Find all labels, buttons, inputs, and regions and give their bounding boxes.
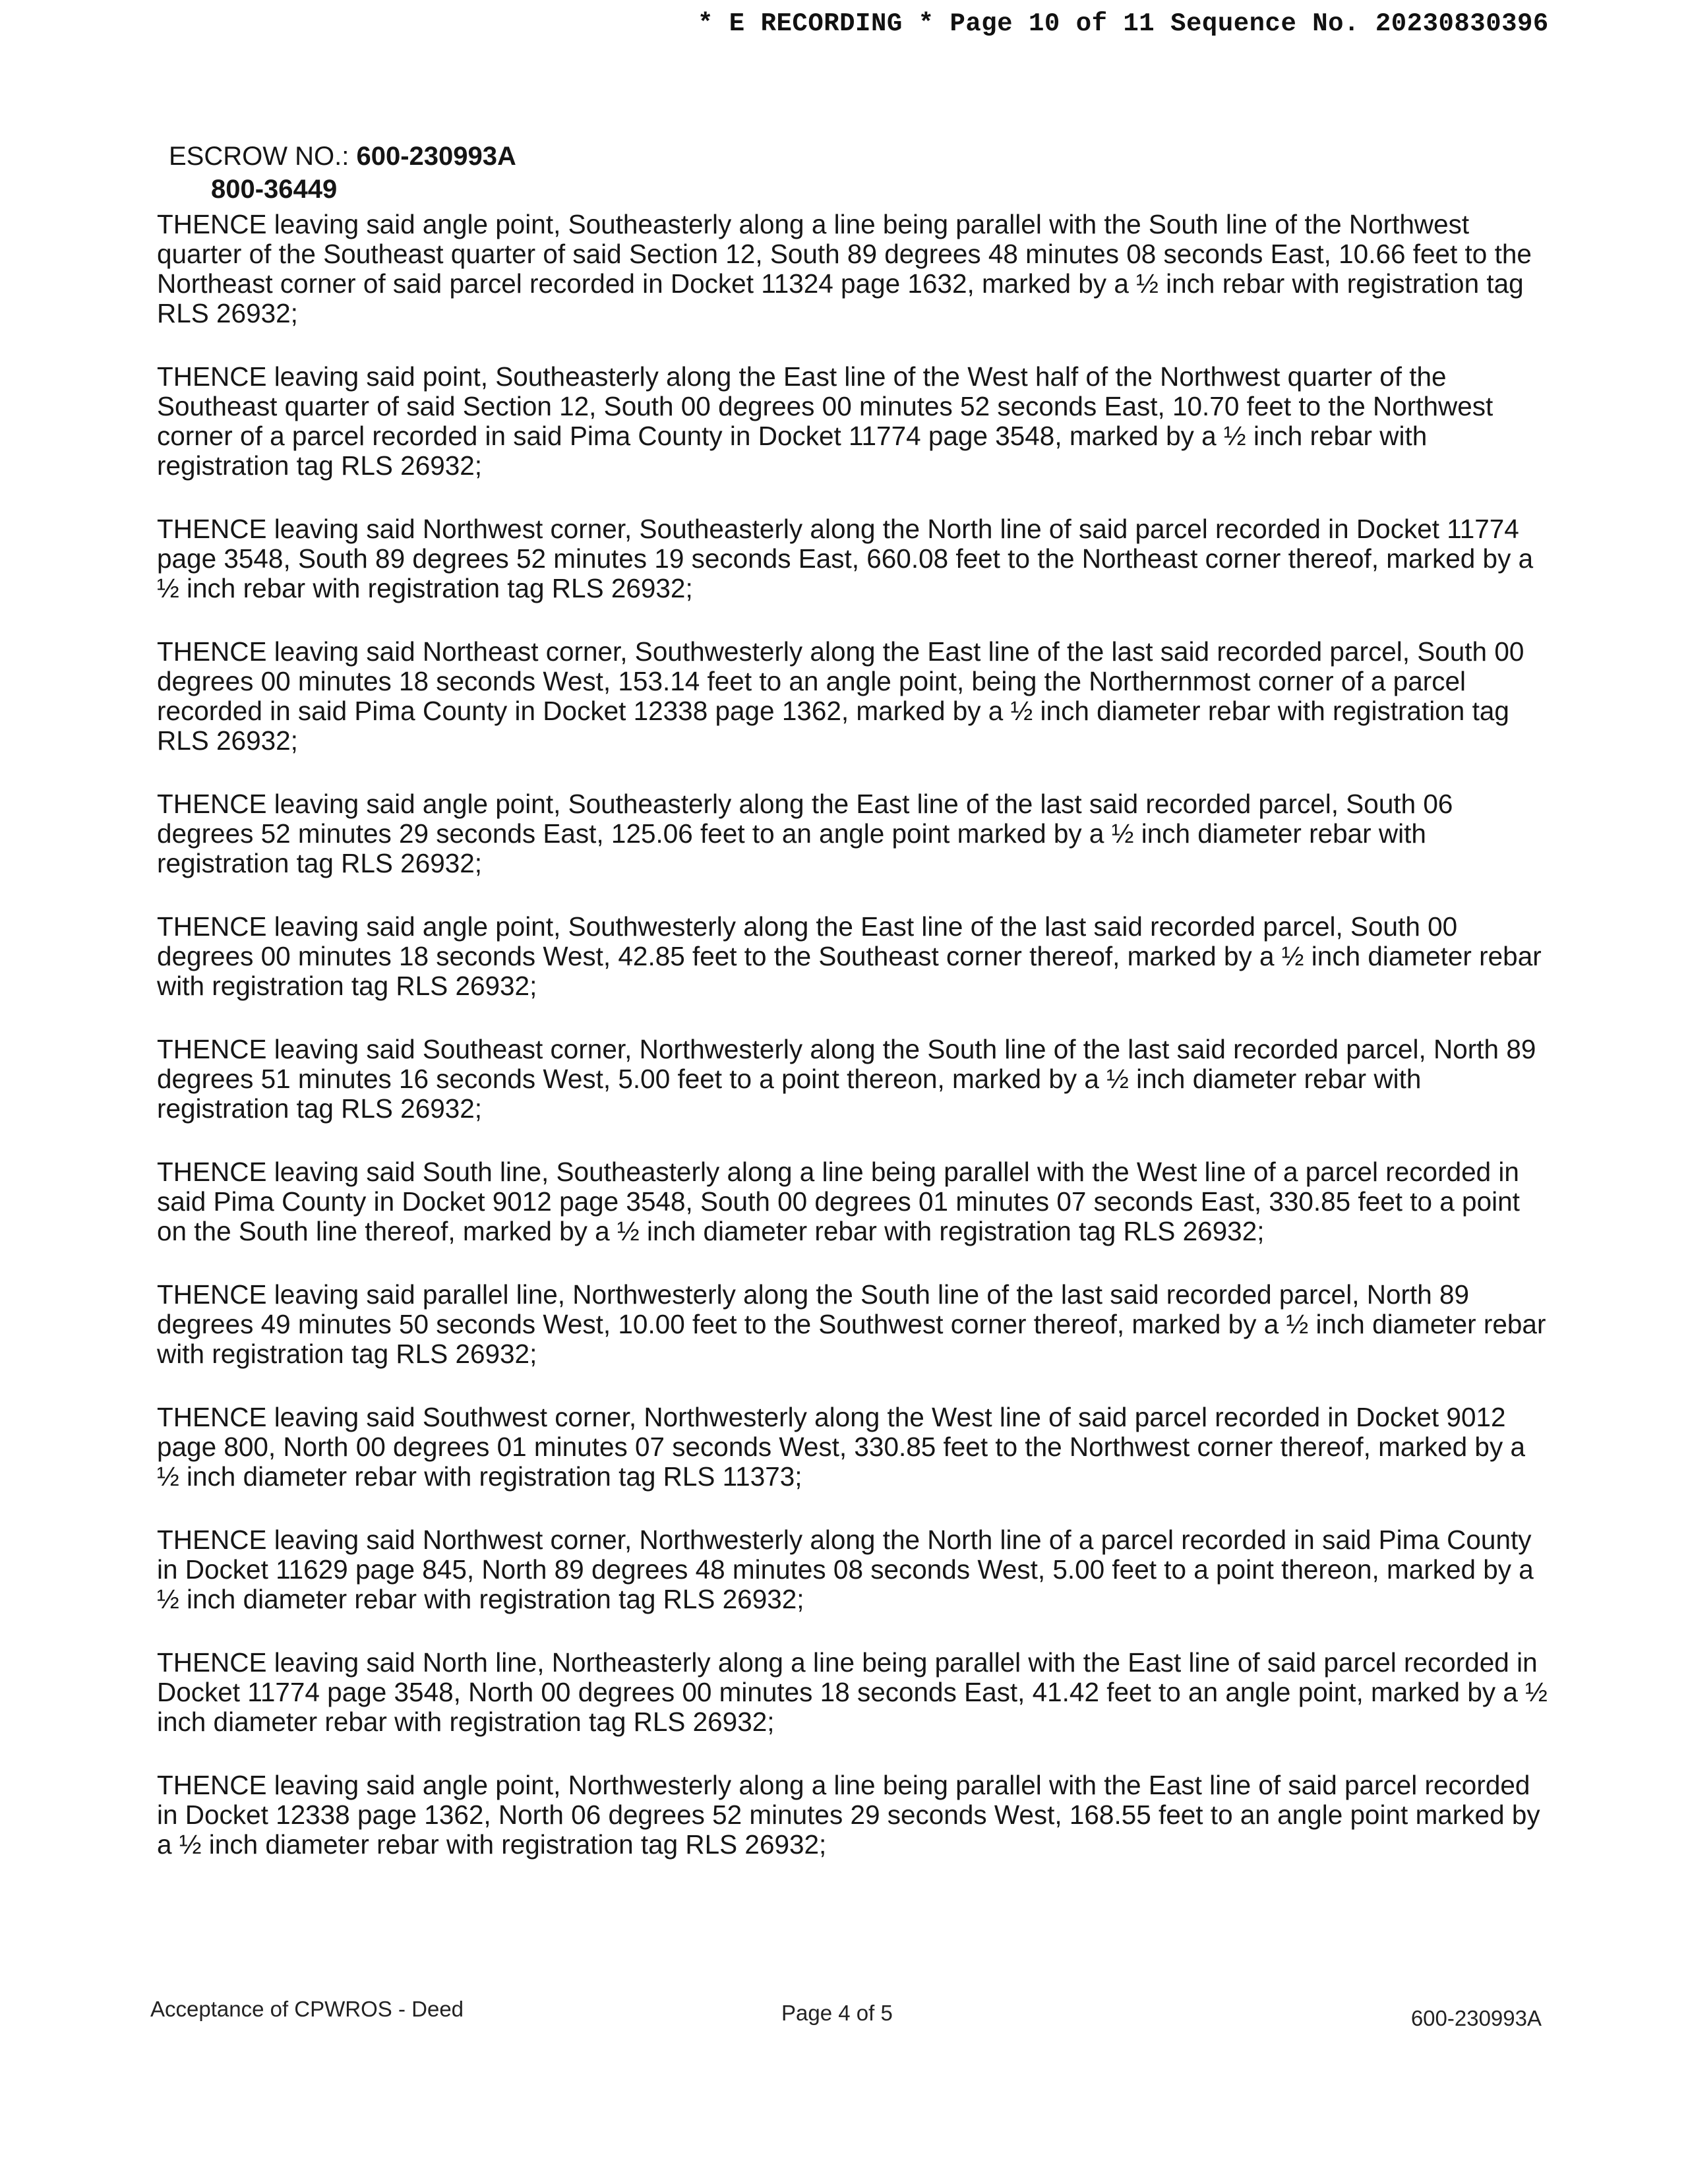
legal-paragraph: THENCE leaving said Northwest corner, Northwesterly along the North line of a parcel recorded in said Pima County in Docket 11629 page 845, North 89 degrees 48 minutes 08 seconds West, 5.00 feet to a point thereon, marked by a ½ inch diameter rebar with registration tag RLS 26932; bbox=[157, 1525, 1534, 1614]
footer-page-number: Page 4 of 5 bbox=[781, 2001, 893, 2025]
legal-paragraph: THENCE leaving said South line, Southeasterly along a line being parallel with the West line of a parcel recorded in said Pima County in Docket 9012 page 3548, South 00 degrees 01 minutes 07 seconds East, 330.85 feet to a point on the South line thereof, marked by a ½ inch diameter rebar with registration tag RLS 26932; bbox=[157, 1157, 1520, 1246]
legal-paragraph: THENCE leaving said Southeast corner, Northwesterly along the South line of the last said recorded parcel, North 89 degrees 51 minutes 16 seconds West, 5.00 feet to a point thereon, marked by a ½ inch diameter rebar with registration tag RLS 26932; bbox=[157, 1034, 1536, 1124]
legal-paragraph: THENCE leaving said angle point, Southeasterly along the East line of the last said recorded parcel, South 06 degrees 52 minutes 29 seconds East, 125.06 feet to an angle point marked by a ½ inch diameter rebar with registration tag RLS 26932; bbox=[157, 789, 1453, 878]
legal-paragraph: THENCE leaving said angle point, Southwesterly along the East line of the last said recorded parcel, South 00 degrees 00 minutes 18 seconds West, 42.85 feet to the Southeast corner thereof, marked by a ½ inch diameter rebar with registration tag RLS 26932; bbox=[157, 911, 1542, 1001]
recording-header: * E RECORDING * Page 10 of 11 Sequence No. 20230830396 bbox=[698, 9, 1549, 38]
legal-paragraph: THENCE leaving said Southwest corner, Northwesterly along the West line of said parcel recorded in Docket 9012 page 800, North 00 degrees 01 minutes 07 seconds West, 330.85 feet to the Northwest corner thereof, marked by a ½ inch diameter rebar with registration tag RLS 11373; bbox=[157, 1402, 1525, 1492]
legal-paragraph: THENCE leaving said Northeast corner, Southwesterly along the East line of the last said recorded parcel, South 00 degrees 00 minutes 18 seconds West, 153.14 feet to an angle point, being the Northernmost corner of a parcel recorded in said Pima County in Docket 12338 page 1362, marked by a ½ inch diameter rebar with registration tag RLS 26932; bbox=[157, 636, 1524, 756]
footer-document-title: Acceptance of CPWROS - Deed bbox=[150, 1997, 464, 2021]
page-footer bbox=[150, 1997, 1542, 2030]
legal-description bbox=[157, 210, 1553, 1893]
footer-escrow-number: 600-230993A bbox=[1410, 2006, 1542, 2030]
legal-paragraph: THENCE leaving said North line, Northeasterly along a line being parallel with the East line of said parcel recorded in Docket 11774 page 3548, North 00 degrees 00 minutes 18 seconds East, 41.42 feet to an angle point, marked by a ½ inch diameter rebar with registration tag RLS 26932; bbox=[157, 1647, 1548, 1737]
escrow-block bbox=[169, 140, 516, 206]
escrow-number: 600-230993A bbox=[356, 142, 516, 171]
legal-paragraph: THENCE leaving said angle point, Southeasterly along a line being parallel with the South line of the Northwest quarter of the Southeast quarter of said Section 12, South 89 degrees 48 minutes 08 seconds East, 10.66 feet to the Northeast corner of said parcel recorded in Docket 11324 page 1632, marked by a ½ inch rebar with registration tag RLS 26932; bbox=[157, 209, 1532, 328]
escrow-label: ESCROW NO.: bbox=[169, 142, 349, 171]
escrow-second-number: 800-36449 bbox=[211, 175, 338, 204]
legal-paragraph: THENCE leaving said Northwest corner, Southeasterly along the North line of said parcel recorded in Docket 11774 page 3548, South 89 degrees 52 minutes 19 seconds East, 660.08 feet to the Northeast corner thereof, marked by a ½ inch rebar with registration tag RLS 26932; bbox=[157, 514, 1534, 603]
legal-paragraph: THENCE leaving said parallel line, Northwesterly along the South line of the last said recorded parcel, North 89 degrees 49 minutes 50 seconds West, 10.00 feet to the Southwest corner thereof, marked by a ½ inch diameter rebar with registration tag RLS 26932; bbox=[157, 1279, 1546, 1369]
legal-paragraph: THENCE leaving said point, Southeasterly along the East line of the West half of the Northwest quarter of the Southeast quarter of said Section 12, South 00 degrees 00 minutes 52 seconds East, 10.70 feet to the Northwest corner of a parcel recorded in said Pima County in Docket 11774 page 3548, marked by a ½ inch rebar with registration tag RLS 26932; bbox=[157, 361, 1493, 481]
legal-paragraph: THENCE leaving said angle point, Northwesterly along a line being parallel with the East line of said parcel recorded in Docket 12338 page 1362, North 06 degrees 52 minutes 29 seconds West, 168.55 feet to an angle point marked by a ½ inch diameter rebar with registration tag RLS 26932; bbox=[157, 1770, 1540, 1860]
